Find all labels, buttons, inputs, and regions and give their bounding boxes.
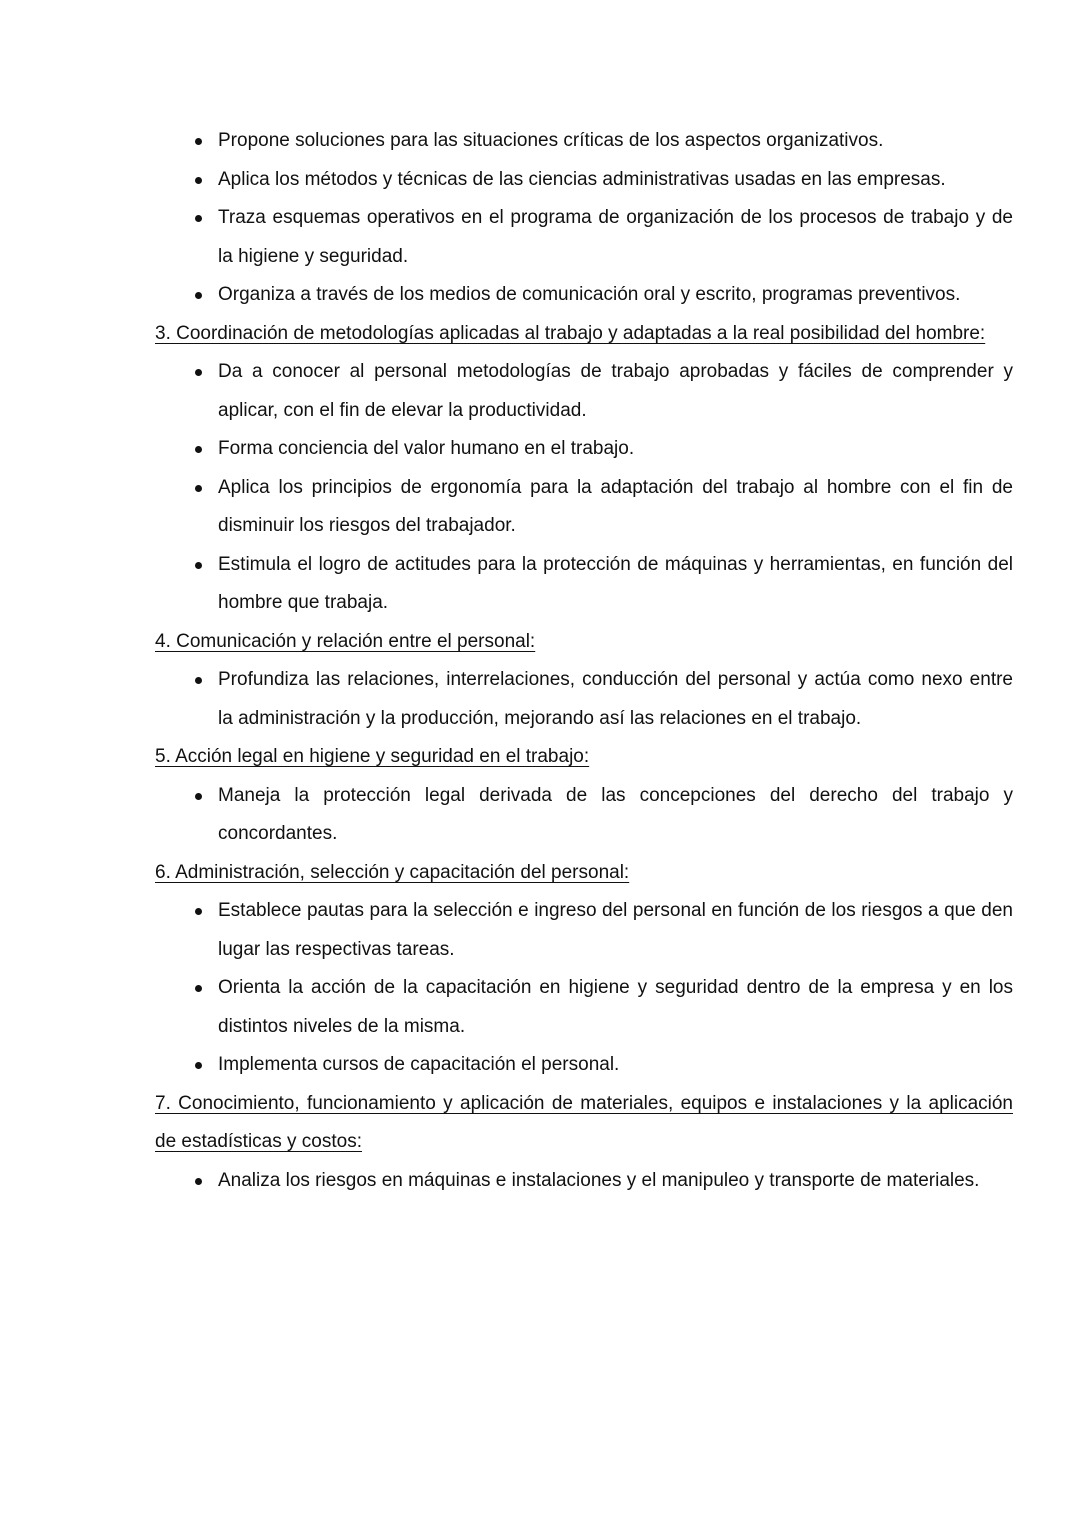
section-bullet-list	[155, 1162, 1013, 1201]
list-item-text: Estimula el logro de actitudes para la protección de máquinas y herramientas, en función del hombre que trabaja.	[218, 553, 1013, 613]
bullet-icon	[195, 369, 202, 376]
list-item	[155, 122, 1013, 161]
section-bullet-list	[155, 661, 1013, 738]
section-bullet-list	[155, 892, 1013, 1085]
section-bullet-list	[155, 353, 1013, 623]
section-bullet-list	[155, 777, 1013, 854]
list-item	[155, 1046, 1013, 1085]
document-body	[155, 122, 1013, 1200]
list-item	[155, 969, 1013, 1046]
list-item-text: Propone soluciones para las situaciones críticas de los aspectos organizativos.	[218, 130, 884, 151]
section-heading: 4. Comunicación y relación entre el personal:	[155, 630, 536, 652]
bullet-icon	[195, 138, 202, 145]
list-item-text: Aplica los principios de ergonomía para la adaptación del trabajo al hombre con el fin de disminuir los riesgos del trabajador.	[218, 476, 1013, 536]
intro-bullet-list	[155, 122, 1013, 315]
bullet-icon	[195, 292, 202, 299]
list-item-text: Aplica los métodos y técnicas de las ciencias administrativas usadas en las empresas.	[218, 168, 946, 190]
list-item	[155, 430, 1013, 469]
list-item	[155, 353, 1013, 430]
list-item-text: Establece pautas para la selección e ingreso del personal en función de los riesgos a que den lugar las respectivas tareas.	[218, 900, 1013, 960]
bullet-icon	[195, 485, 202, 492]
section-heading: 3. Coordinación de metodologías aplicadas al trabajo y adaptadas a la real posibilidad del hombre:	[155, 322, 986, 344]
bullet-icon	[195, 985, 202, 992]
list-item-text: Organiza a través de los medios de comunicación oral y escrito, programas preventivos.	[218, 284, 961, 305]
bullet-icon	[195, 793, 202, 800]
bullet-icon	[195, 1062, 202, 1069]
list-item-text: Analiza los riesgos en máquinas e instalaciones y el manipuleo y transporte de materiales.	[218, 1169, 980, 1191]
list-item	[155, 546, 1013, 623]
list-item-text: Implementa cursos de capacitación el personal.	[218, 1054, 620, 1075]
bullet-icon	[195, 446, 202, 453]
list-item-text: Da a conocer al personal metodologías de trabajo aprobadas y fáciles de comprender y aplicar, con el fin de elevar la productividad.	[218, 361, 1013, 421]
section-conocimiento-funcionamiento	[155, 1085, 1013, 1201]
list-item	[155, 276, 1013, 315]
bullet-icon	[195, 562, 202, 569]
list-item	[155, 661, 1013, 738]
section-heading: 5. Acción legal en higiene y seguridad en el trabajo:	[155, 746, 590, 767]
list-item	[155, 199, 1013, 276]
section-comunicacion-relacion	[155, 623, 1013, 739]
bullet-icon	[195, 215, 202, 222]
list-item	[155, 161, 1013, 200]
list-item	[155, 892, 1013, 969]
bullet-icon	[195, 677, 202, 684]
list-item-text: Maneja la protección legal derivada de las concepciones del derecho del trabajo y concordantes.	[218, 784, 1013, 844]
bullet-icon	[195, 1178, 202, 1185]
list-item	[155, 1162, 1013, 1201]
list-item-text: Forma conciencia del valor humano en el trabajo.	[218, 438, 635, 459]
list-item-text: Traza esquemas operativos en el programa de organización de los procesos de trabajo y de la higiene y seguridad.	[218, 207, 1013, 267]
list-item	[155, 777, 1013, 854]
section-heading: 6. Administración, selección y capacitación del personal:	[155, 861, 630, 883]
section-heading: 7. Conocimiento, funcionamiento y aplicación de materiales, equipos e instalaciones y la aplicación de estadísticas y costos:	[155, 1092, 1013, 1152]
section-accion-legal	[155, 738, 1013, 854]
section-administracion-seleccion	[155, 854, 1013, 1085]
section-coordinacion-metodologias	[155, 315, 1013, 623]
list-item-text: Profundiza las relaciones, interrelaciones, conducción del personal y actúa como nexo entre la administración y la producción, mejorando así las relaciones en el trabajo.	[218, 669, 1013, 729]
list-item-text: Orienta la acción de la capacitación en higiene y seguridad dentro de la empresa y en los distintos niveles de la misma.	[218, 977, 1013, 1037]
list-item	[155, 469, 1013, 546]
bullet-icon	[195, 908, 202, 915]
bullet-icon	[195, 177, 202, 184]
